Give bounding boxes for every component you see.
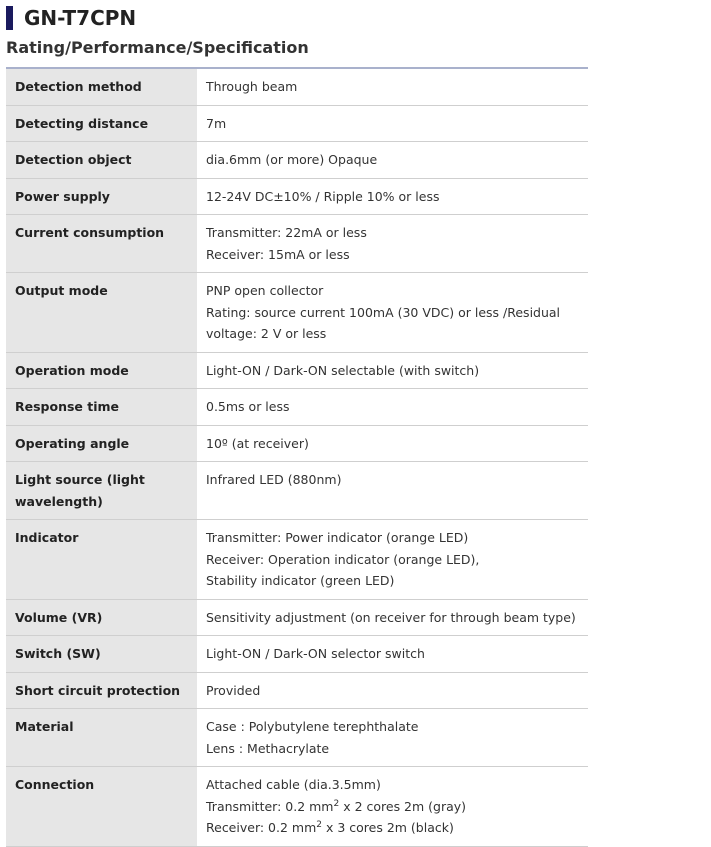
spec-value <box>197 142 588 179</box>
spec-label: Output mode <box>6 273 197 353</box>
spec-row <box>6 425 588 462</box>
spec-table-body <box>6 68 588 846</box>
cable-spec-text: Transmitter: 0.2 mm <box>206 798 334 814</box>
spec-value <box>197 599 588 636</box>
cable-spec-line <box>206 817 580 839</box>
spec-value-line: Stability indicator (green LED) <box>206 573 395 588</box>
spec-label: Power supply <box>6 178 197 215</box>
spec-label: Detection method <box>6 68 197 105</box>
spec-value <box>197 105 588 142</box>
spec-value-line: Provided <box>206 682 261 698</box>
spec-value-line: dia.6mm (or more) Opaque <box>206 152 378 167</box>
spec-value <box>197 425 588 462</box>
spec-value <box>197 767 588 847</box>
spec-value-line: PNP open collector <box>206 283 324 298</box>
spec-value-line: Transmitter: Power indicator (orange LED) <box>206 530 469 545</box>
spec-label: Volume (VR) <box>6 599 197 636</box>
spec-value-line: Light-ON / Dark-ON selectable (with switch) <box>206 362 480 378</box>
spec-value <box>197 389 588 426</box>
spec-row <box>6 672 588 709</box>
spec-value-line: 0.5ms or less <box>206 399 290 414</box>
cable-spec-text: x 3 cores 2m (black) <box>321 820 454 835</box>
spec-value <box>197 68 588 105</box>
spec-label: Light source (light wavelength) <box>6 462 197 520</box>
spec-value-line: Sensitivity adjustment (on receiver for through beam type) <box>206 609 576 625</box>
section-title: Rating/Performance/Specification <box>6 38 309 57</box>
model-title <box>6 6 136 30</box>
spec-value <box>197 636 588 673</box>
cable-spec-text: Receiver: 0.2 mm <box>206 820 317 835</box>
spec-row <box>6 215 588 273</box>
title-accent-bar <box>6 6 13 30</box>
spec-value-line: 7m <box>206 115 227 131</box>
spec-table <box>6 67 588 847</box>
spec-row <box>6 767 588 847</box>
spec-row <box>6 389 588 426</box>
spec-value-line: Attached cable (dia.3.5mm) <box>206 777 381 792</box>
spec-label: Response time <box>6 389 197 426</box>
spec-label: Detecting distance <box>6 105 197 142</box>
spec-label: Short circuit protection <box>6 672 197 709</box>
spec-row <box>6 520 588 600</box>
spec-row <box>6 273 588 353</box>
superscript: 2 <box>316 819 322 830</box>
spec-value <box>197 520 588 600</box>
spec-row <box>6 709 588 767</box>
spec-label: Connection <box>6 767 197 847</box>
spec-row <box>6 352 588 389</box>
cable-spec-text: x 2 cores 2m (gray) <box>339 798 467 814</box>
spec-value-line: Infrared LED (880nm) <box>206 472 342 487</box>
spec-value-line: Through beam <box>206 79 298 94</box>
spec-label: Indicator <box>6 520 197 600</box>
spec-row <box>6 68 588 105</box>
spec-value <box>197 352 588 389</box>
spec-row <box>6 599 588 636</box>
superscript: 2 <box>333 798 340 809</box>
spec-value-line: Case : Polybutylene terephthalate <box>206 719 419 734</box>
spec-label: Operation mode <box>6 352 197 389</box>
spec-value-line: Transmitter: 22mA or less <box>206 225 367 240</box>
spec-value <box>197 178 588 215</box>
spec-row <box>6 462 588 520</box>
spec-label: Current consumption <box>6 215 197 273</box>
spec-value-line: Light-ON / Dark-ON selector switch <box>206 646 425 661</box>
cable-spec-line <box>206 796 580 818</box>
spec-value <box>197 672 588 709</box>
spec-value-line: voltage: 2 V or less <box>206 326 327 341</box>
model-name: GN-T7CPN <box>24 6 137 30</box>
spec-value <box>197 273 588 353</box>
spec-value <box>197 215 588 273</box>
spec-value-line: Receiver: Operation indicator (orange LED), <box>206 551 480 567</box>
spec-label: Operating angle <box>6 425 197 462</box>
spec-value-line: 10º (at receiver) <box>206 435 309 451</box>
spec-value <box>197 709 588 767</box>
spec-value <box>197 462 588 520</box>
spec-label: Detection object <box>6 142 197 179</box>
spec-value-line: Lens : Methacrylate <box>206 740 330 756</box>
spec-value-line: 12-24V DC±10% / Ripple 10% or less <box>206 188 440 204</box>
spec-row <box>6 142 588 179</box>
spec-value-line: Rating: source current 100mA (30 VDC) or less /Residual <box>206 304 561 320</box>
spec-row <box>6 636 588 673</box>
spec-label: Material <box>6 709 197 767</box>
spec-row <box>6 178 588 215</box>
spec-value-line: Receiver: 15mA or less <box>206 246 350 262</box>
spec-label: Switch (SW) <box>6 636 197 673</box>
spec-row <box>6 105 588 142</box>
